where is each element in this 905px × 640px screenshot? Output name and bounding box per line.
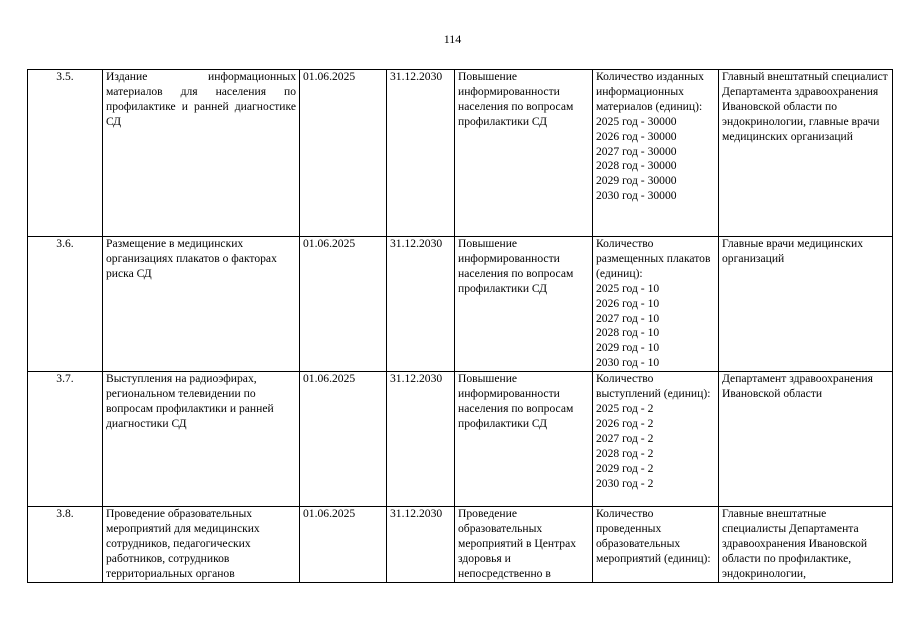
activity-name: Размещение в медицинских организациях плакатов о факторах риска СД	[103, 237, 300, 372]
expected-result: Повышение информированности населения по вопросам профилактики СД	[455, 70, 593, 237]
expected-result: Повышение информированности населения по вопросам профилактики СД	[455, 237, 593, 372]
table-row	[28, 237, 893, 372]
year-value: 2029 год - 2	[596, 461, 654, 475]
indicator-label: Количество размещенных плакатов (единиц):	[596, 237, 711, 280]
year-value: 2028 год - 2	[596, 446, 654, 460]
start-date: 01.06.2025	[300, 507, 387, 583]
table-row	[28, 507, 893, 583]
responsible: Главные врачи медицинских организаций	[719, 237, 893, 372]
row-number: 3.6.	[28, 237, 103, 372]
year-value: 2030 год - 10	[596, 356, 660, 370]
year-value: 2025 год - 10	[596, 281, 660, 295]
year-value: 2025 год - 2	[596, 401, 654, 415]
row-number: 3.8.	[28, 507, 103, 583]
year-value: 2027 год - 30000	[596, 144, 677, 158]
end-date: 31.12.2030	[387, 372, 455, 507]
year-value: 2029 год - 10	[596, 341, 660, 355]
table-row	[28, 70, 893, 237]
year-value: 2030 год - 2	[596, 476, 654, 490]
year-value: 2026 год - 30000	[596, 129, 677, 143]
indicator-label: Количество выступлений (единиц):	[596, 372, 711, 401]
start-date: 01.06.2025	[300, 372, 387, 507]
row-number: 3.5.	[28, 70, 103, 237]
activity-name: Издание информационных материалов для населения по профилактике и ранней диагностике СД	[103, 70, 300, 237]
row-number: 3.7.	[28, 372, 103, 507]
end-date: 31.12.2030	[387, 237, 455, 372]
end-date: 31.12.2030	[387, 507, 455, 583]
indicator-cell	[593, 237, 719, 372]
table-row	[28, 372, 893, 507]
responsible: Департамент здравоохранения Ивановской области	[719, 372, 893, 507]
indicator-cell	[593, 372, 719, 507]
indicator-cell	[593, 507, 719, 583]
end-date: 31.12.2030	[387, 70, 455, 237]
year-value: 2027 год - 10	[596, 311, 660, 325]
year-value: 2025 год - 30000	[596, 114, 677, 128]
year-value: 2026 год - 10	[596, 296, 660, 310]
expected-result: Повышение информированности населения по вопросам профилактики СД	[455, 372, 593, 507]
indicator-label: Количество проведенных образовательных мероприятий (единиц):	[596, 507, 711, 565]
responsible: Главные внештатные специалисты Департамента здравоохранения Ивановской области по профилактике, эндокринологии,	[719, 507, 893, 583]
activity-name: Выступления на радиоэфирах, региональном телевидении по вопросам профилактики и ранней диагностики СД	[103, 372, 300, 507]
indicator-label: Количество изданных информационных материалов (единиц):	[596, 70, 704, 113]
expected-result: Проведение образовательных мероприятий в Центрах здоровья и непосредственно в	[455, 507, 593, 583]
activity-name: Проведение образовательных мероприятий для медицинских сотрудников, педагогических работников, сотрудников территориальных органов	[103, 507, 300, 583]
year-value: 2028 год - 10	[596, 326, 660, 340]
page-number: 114	[443, 32, 462, 46]
year-value: 2026 год - 2	[596, 416, 654, 430]
plan-table	[27, 69, 893, 583]
year-value: 2028 год - 30000	[596, 159, 677, 173]
indicator-cell	[593, 70, 719, 237]
start-date: 01.06.2025	[300, 237, 387, 372]
responsible: Главный внештатный специалист Департамента здравоохранения Ивановской области по эндокринологии, главные врачи медицинских организаций	[719, 70, 893, 237]
year-value: 2030 год - 30000	[596, 189, 677, 203]
year-value: 2027 год - 2	[596, 431, 654, 445]
start-date: 01.06.2025	[300, 70, 387, 237]
year-value: 2029 год - 30000	[596, 174, 677, 188]
